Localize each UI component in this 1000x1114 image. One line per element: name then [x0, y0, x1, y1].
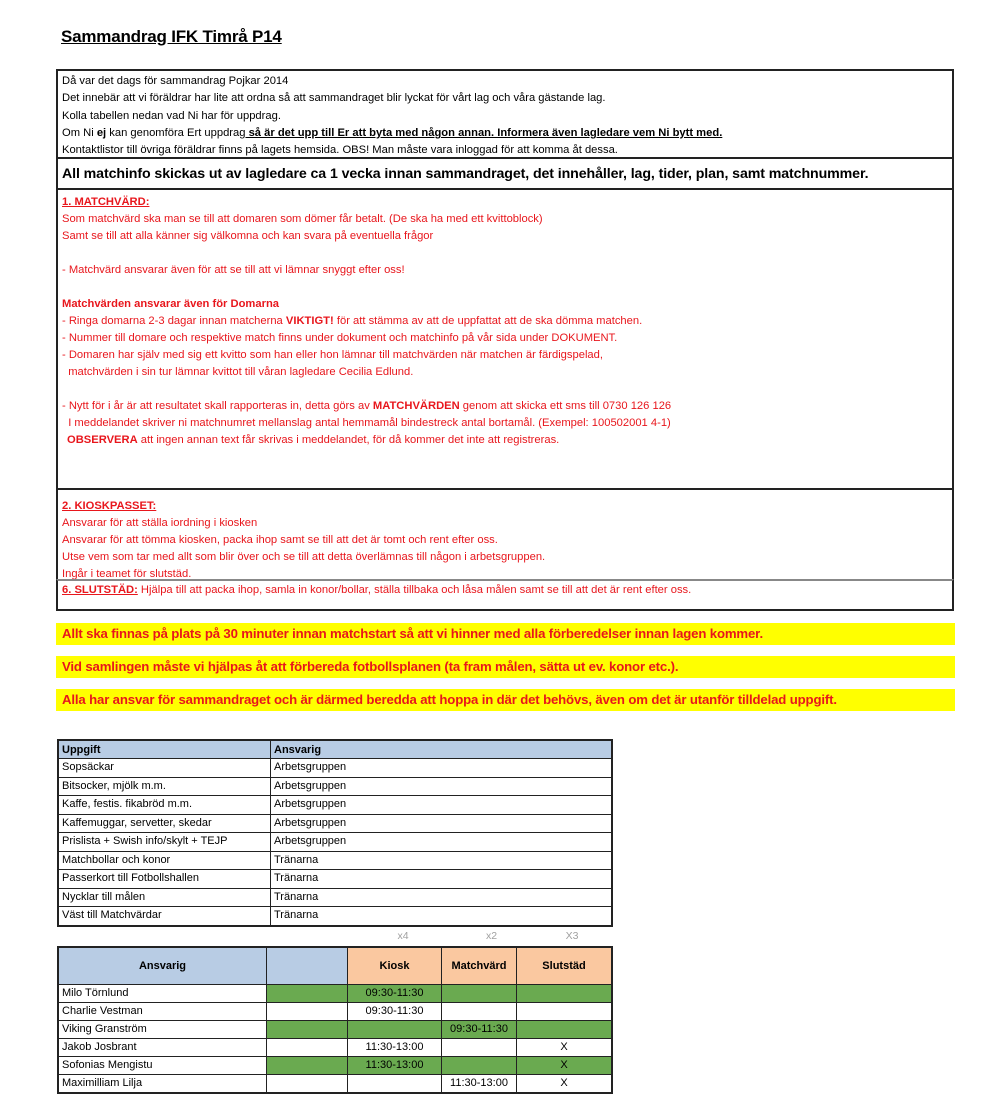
section-line: matchvärden i sin tur lämnar kvittot till våran lagledare Cecilia Edlund. — [62, 366, 414, 378]
table-row — [58, 814, 612, 833]
section-bold: MATCHVÄRDEN — [372, 400, 460, 412]
task-cell: Prislista + Swish info/skylt + TEJP — [58, 833, 271, 852]
task-cell: Väst till Matchvärdar — [58, 907, 271, 926]
responsible-cell: Tränarna — [271, 888, 613, 907]
person-name-cell: Charlie Vestman — [58, 1003, 267, 1021]
schedule-table — [57, 946, 613, 1094]
table-row — [58, 907, 612, 926]
person-name-cell: Milo Törnlund — [58, 985, 267, 1003]
column-header: Matchvärd — [442, 947, 517, 985]
table-row — [58, 833, 612, 852]
highlight-note: Alla har ansvar för sammandraget och är därmed beredda att hoppa in där det behövs, även om det är utanför tilldelad uppgift. — [56, 689, 955, 711]
matchvard-time-cell — [442, 1039, 517, 1057]
task-cell: Kaffe, festis. fikabröd m.m. — [58, 796, 271, 815]
table-header-row — [58, 947, 612, 985]
section-heading: 6. SLUTSTÄD: — [62, 584, 138, 596]
section-heading: 2. KIOSKPASSET: — [62, 500, 157, 512]
table-row — [58, 777, 612, 796]
highlight-note: Allt ska finnas på plats på 30 minuter innan matchstart så att vi hinner med alla förberedelser innan lagen kommer. — [56, 623, 955, 645]
matchvard-time-cell: 11:30-13:00 — [442, 1075, 517, 1094]
kiosk-time-cell — [348, 1021, 442, 1039]
matchvard-time-cell — [442, 1057, 517, 1075]
column-header: Ansvarig — [271, 740, 613, 759]
empty-cell — [267, 1003, 348, 1021]
column-header: Ansvarig — [58, 947, 267, 985]
kiosk-time-cell — [348, 1075, 442, 1094]
table-header-row — [58, 740, 612, 759]
section-text: Hjälpa till att packa ihop, samla in konor/bollar, ställa tillbaka och låsa målen samt se till att det är rent efter oss. — [137, 584, 692, 596]
highlight-note: Vid samlingen måste vi hjälpas åt att förbereda fotbollsplanen (ta fram målen, sätta ut ev. konor etc.). — [56, 656, 955, 678]
column-header: Uppgift — [58, 740, 271, 759]
kiosk-time-cell: 09:30-11:30 — [348, 1003, 442, 1021]
kiosk-time-cell: 11:30-13:00 — [348, 1057, 442, 1075]
section-text: genom att skicka ett sms till 0730 126 126 — [459, 400, 672, 412]
table-row — [58, 759, 612, 778]
schedule-row — [58, 1075, 612, 1094]
section-line: I meddelandet skriver ni matchnumret mellanslag antal hemmamål bindestreck antal bortamål. (Exempel: 100502001 4-1) — [62, 417, 671, 429]
matchvard-multiplier: x2 — [485, 930, 498, 942]
task-cell: Kaffemuggar, servetter, skedar — [58, 814, 271, 833]
empty-cell — [267, 1075, 348, 1094]
column-header — [267, 947, 348, 985]
kiosk-time-cell: 11:30-13:00 — [348, 1039, 442, 1057]
matchinfo-banner: All matchinfo skickas ut av lagledare ca 1 vecka innan sammandraget, det innehåller, lag, tider, plan, samt matchnummer. — [56, 157, 954, 190]
section-text: för att stämma av att de uppfattat att de ska dömma matchen. — [333, 315, 643, 327]
task-cell: Bitsocker, mjölk m.m. — [58, 777, 271, 796]
table-row — [58, 888, 612, 907]
task-cell: Passerkort till Fotbollshallen — [58, 870, 271, 889]
empty-cell — [267, 1057, 348, 1075]
task-table — [57, 739, 613, 927]
section-line: - Matchvärd ansvarar även för att se till att vi lämnar snyggt efter oss! — [62, 264, 405, 276]
column-header: Slutstäd — [517, 947, 613, 985]
page-title: Sammandrag IFK Timrå P14 — [61, 27, 282, 46]
section-line: - Domaren har själv med sig ett kvitto som han eller hon lämnar till matchvärden när matchen är färdigspelad, — [62, 349, 603, 361]
section-line: Samt se till att alla känner sig välkomna och kan svara på eventuella frågor — [62, 230, 434, 242]
intro-line: Det innebär att vi föräldrar har lite att ordna så att sammandraget blir lyckat för vårt lag och våra gästande lag. — [62, 92, 606, 105]
intro-line: Kontaktlistor till övriga föräldrar finns på lagets hemsida. OBS! Man måste vara inloggad för att komma åt dessa. — [62, 144, 618, 157]
empty-cell — [267, 985, 348, 1003]
schedule-row — [58, 1039, 612, 1057]
kiosk-section — [56, 488, 954, 581]
responsible-cell: Arbetsgruppen — [271, 759, 613, 778]
section-heading: 1. MATCHVÄRD: — [62, 196, 150, 208]
task-cell: Matchbollar och konor — [58, 851, 271, 870]
kiosk-time-cell: 09:30-11:30 — [348, 985, 442, 1003]
schedule-row — [58, 1003, 612, 1021]
slutstad-multiplier: X3 — [565, 930, 579, 942]
section-line: Ingår i teamet för slutstäd. — [62, 568, 192, 580]
responsible-cell: Arbetsgruppen — [271, 777, 613, 796]
task-cell: Nycklar till målen — [58, 888, 271, 907]
person-name-cell: Viking Granström — [58, 1021, 267, 1039]
person-name-cell: Sofonias Mengistu — [58, 1057, 267, 1075]
table-row — [58, 851, 612, 870]
section-text: att ingen annan text får skrivas i meddelandet, för då kommer det inte att registreras. — [137, 434, 560, 446]
matchvard-time-cell — [442, 1003, 517, 1021]
intro-line — [62, 125, 948, 142]
slutstad-cell: X — [517, 1039, 613, 1057]
slutstad-cell — [517, 1003, 613, 1021]
intro-bold: ej — [96, 126, 107, 139]
section-line: Som matchvärd ska man se till att domaren som dömer får betalt. (De ska ha med ett kvittoblock) — [62, 213, 543, 225]
section-line — [62, 313, 948, 330]
section-bold: VIKTIGT! — [285, 315, 334, 327]
matchvard-section — [56, 188, 954, 490]
subheading: Matchvärden ansvarar även för Domarna — [62, 298, 279, 310]
slutstad-cell — [517, 1021, 613, 1039]
section-text: - Nytt för i år är att resultatet skall rapporteras in, detta görs av — [62, 400, 373, 412]
responsible-cell: Arbetsgruppen — [271, 814, 613, 833]
section-line — [62, 398, 948, 415]
slutstad-cell: X — [517, 1057, 613, 1075]
intro-emphasis: så är det upp till Er att byta med någon annan. Informera även lagledare vem Ni bytt med. — [245, 126, 723, 139]
intro-text: Om Ni — [62, 126, 97, 139]
section-line — [62, 432, 948, 449]
person-name-cell: Maximilliam Lilja — [58, 1075, 267, 1094]
slutstad-cell — [517, 985, 613, 1003]
empty-cell — [267, 1021, 348, 1039]
intro-text: kan genomföra Ert uppdrag — [106, 126, 246, 139]
matchvard-time-cell — [442, 985, 517, 1003]
table-row — [58, 870, 612, 889]
responsible-cell: Tränarna — [271, 870, 613, 889]
responsible-cell: Tränarna — [271, 851, 613, 870]
section-line: Utse vem som tar med allt som blir över och se till att detta överlämnas till någon i arbetsgruppen. — [62, 551, 546, 563]
table-row — [58, 796, 612, 815]
intro-box — [56, 69, 954, 159]
schedule-row — [58, 985, 612, 1003]
responsible-cell: Arbetsgruppen — [271, 796, 613, 815]
section-line: Ansvarar för att tömma kiosken, packa ihop samt se till att det är tomt och rent efter oss. — [62, 534, 498, 546]
section-line: - Nummer till domare och respektive match finns under dokument och matchinfo på vår sida under DOKUMENT. — [62, 332, 618, 344]
responsible-cell: Arbetsgruppen — [271, 833, 613, 852]
person-name-cell: Jakob Josbrant — [58, 1039, 267, 1057]
responsible-cell: Tränarna — [271, 907, 613, 926]
kiosk-multiplier: x4 — [397, 930, 409, 942]
column-header: Kiosk — [348, 947, 442, 985]
intro-line: Då var det dags för sammandrag Pojkar 2014 — [62, 75, 289, 87]
slutstad-section — [56, 579, 954, 611]
section-text: - Ringa domarna 2-3 dagar innan matcherna — [62, 315, 286, 327]
matchvard-time-cell: 09:30-11:30 — [442, 1021, 517, 1039]
section-line: Ansvarar för att ställa iordning i kiosken — [62, 517, 258, 529]
schedule-row — [58, 1021, 612, 1039]
section-bold: OBSERVERA — [67, 434, 138, 446]
schedule-row — [58, 1057, 612, 1075]
intro-line: Kolla tabellen nedan vad Ni har för uppdrag. — [62, 109, 281, 122]
slutstad-cell: X — [517, 1075, 613, 1094]
empty-cell — [267, 1039, 348, 1057]
task-cell: Sopsäckar — [58, 759, 271, 778]
